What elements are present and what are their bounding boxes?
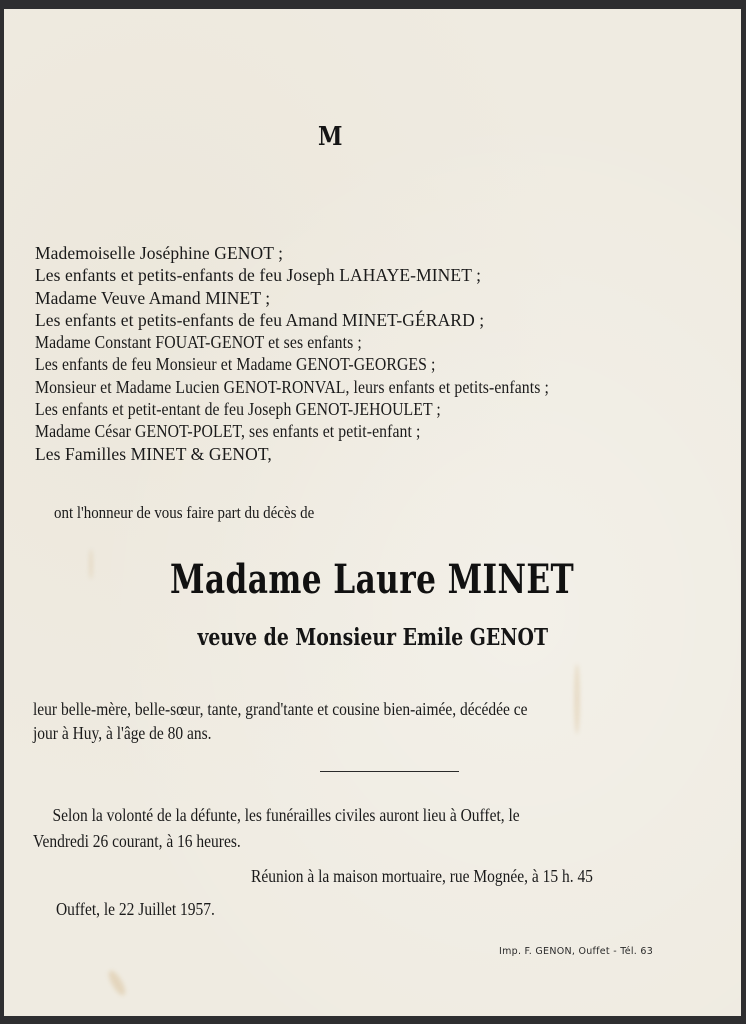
place-date: Ouffet, le 22 Juillet 1957. <box>56 899 215 919</box>
funeral-line: Selon la volonté de la défunte, les funérailles civiles auront lieu à Ouffet, le <box>52 805 520 825</box>
card-initial: M <box>318 122 343 152</box>
mourner-line: Les enfants de feu Monsieur et Madame GENOT-GEORGES ; <box>35 354 436 375</box>
mourner-line: Les enfants et petits-enfants de feu Joseph LAHAYE-MINET ; <box>35 265 482 286</box>
mourner-line: Madame Veuve Amand MINET ; <box>35 287 271 308</box>
deceased-subtitle <box>4 624 741 651</box>
funeral-paragraph <box>33 802 741 854</box>
mourning-card <box>4 9 741 1016</box>
mourner-line: Madame César GENOT-POLET, ses enfants et petit-enfant ; <box>35 421 421 442</box>
funeral-line: Vendredi 26 courant, à 16 heures. <box>33 831 241 851</box>
mourner-line: Mademoiselle Joséphine GENOT ; <box>35 243 284 263</box>
deceased-name-text: Madame Laure MINET <box>170 556 575 603</box>
divider-rule <box>320 771 459 772</box>
mourner-line: Monsieur et Madame Lucien GENOT-RONVAL, leurs enfants et petits-enfants ; <box>35 376 549 397</box>
mourner-line: Les enfants et petit-entant de feu Joseph GENOT-JEHOULET ; <box>35 399 441 420</box>
relation-line: leur belle-mère, belle-sœur, tante, grand'tante et cousine bien-aimée, décédée ce <box>33 699 528 719</box>
paper-stain <box>106 968 129 997</box>
announcement-text: ont l'honneur de vous faire part du décès de <box>54 503 315 522</box>
deceased-subtitle-text: veuve de Monsieur Emile GENOT <box>197 624 548 651</box>
mourners-list <box>35 242 740 465</box>
reunion-text: Réunion à la maison mortuaire, rue Mognée, à 15 h. 45 <box>251 866 593 886</box>
relation-line: jour à Huy, à l'âge de 80 ans. <box>33 723 212 743</box>
printer-credit: Imp. F. GENON, Ouffet - Tél. 63 <box>499 946 654 957</box>
mourner-line: Les enfants et petits-enfants de feu Amand MINET-GÉRARD ; <box>35 309 485 330</box>
mourner-line: Les Familles MINET & GENOT, <box>35 443 272 464</box>
mourner-line: Madame Constant FOUAT-GENOT et ses enfants ; <box>35 332 362 353</box>
relation-paragraph <box>33 697 741 745</box>
deceased-name <box>4 556 741 603</box>
